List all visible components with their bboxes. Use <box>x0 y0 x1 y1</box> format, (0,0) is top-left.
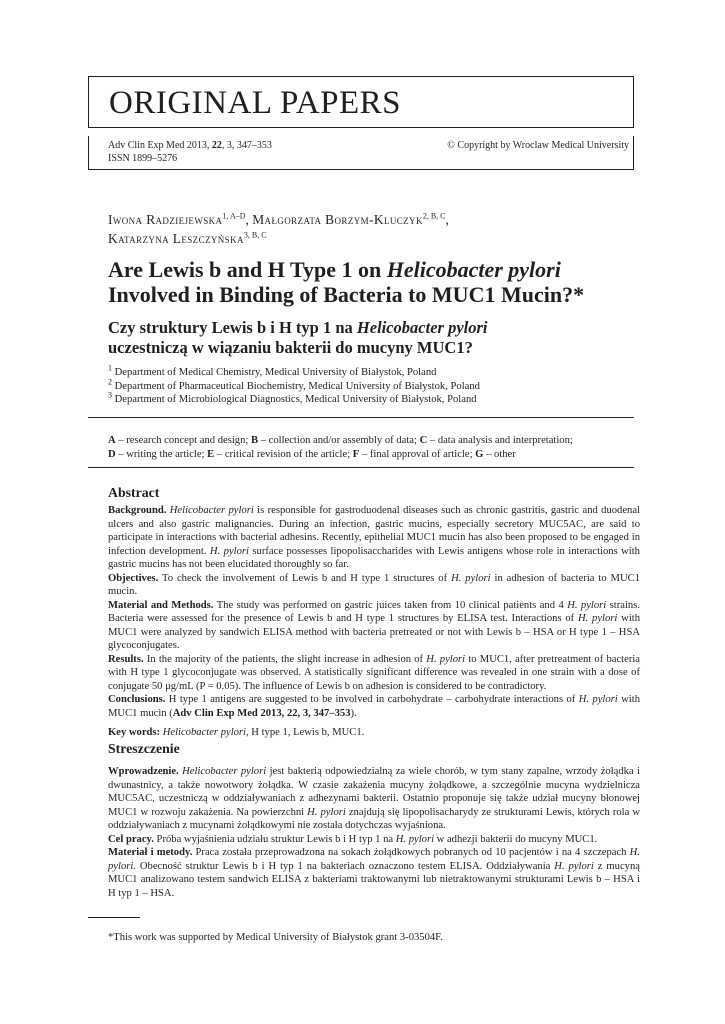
abstract-body <box>108 504 640 740</box>
journal-info-box <box>88 136 634 170</box>
divider <box>88 467 634 468</box>
contribution-legend: A – research concept and design; B – collection and/or assembly of data; C – data analysis and interpretation; D – writing the article; E – critical revision of the article; F – final approval of article; G – other <box>108 435 573 460</box>
journal-volume: 22 <box>211 140 222 151</box>
abstract-conclusions: Conclusions. H type 1 antigens are suggested to be involved in carbohydrate – carbohydrate interactions of H. pylori with MUC1 mucin (Adv Clin Exp Med 2013, 22, 3, 347–353). <box>108 694 640 719</box>
affiliation-item: $^1$ Department of Medical Chemistry, Medical University of Białystok, Poland <box>108 363 437 378</box>
abstract-objectives: Objectives. To check the involvement of Lewis b and H type 1 structures of H. pylori in adhesion of bacteria to MUC1 mucin. <box>108 572 640 597</box>
author-affiliation-sup: 2, B, C <box>422 211 446 221</box>
author-affiliation-sup: 3, B, C <box>243 230 267 240</box>
article-subtitle-polish: Czy struktury Lewis b i H typ 1 na Helicobacter pylori uczestniczą w wiązaniu bakterii do mucyny MUC1? <box>108 318 488 357</box>
article-title: Are Lewis b and H Type 1 on Helicobacter pylori Involved in Binding of Bacteria to MUC1 Mucin?* <box>108 257 585 307</box>
affiliation-item: $^2$ Department of Pharmaceutical Biochemistry, Medical University of Białystok, Poland <box>108 376 480 392</box>
divider <box>88 417 634 418</box>
abstract-background: Background. Helicobacter pylori is responsible for gastroduodenal diseases such as chronic gastritis, gastric and duodenal ulcers and also gastric malignancies. During an infection, gastric mucins, especially secretory MUC5AC, are said to participate in interactions with bacterial adhesins. Recently, epithelial MUC1 mucin has also been proposed to be engaged in infection development. H. pylori surface possesses lipopolisaccharides with Lewis antigens whose role in interactions with gastric mucins has not been elucidated thoroughly so far. <box>108 505 640 570</box>
streszczenie-aim: Cel pracy. Próba wyjaśnienia udziału struktur Lewis b i H typ 1 na H. pylori w adhezji bakterii do mucyny MUC1. <box>108 833 598 845</box>
abstract-heading: Abstract <box>108 485 160 500</box>
copyright-notice: © Copyright by Wroclaw Medical University <box>447 140 629 151</box>
abstract-keywords: Key words: Helicobacter pylori, H type 1, Lewis b, MUC1. <box>108 727 365 738</box>
streszczenie-intro: Wprowadzenie. Helicobacter pylori jest bakterią odpowiedzialną za wiele chorób, w tym stany zapalne, wrzody żołądka i dwunastnicy, a także nowotwory żołądka. W czasie zakażenia mucyny żołądkowe, a szczególnie mucyna wydzielnicza MUC5AC, uczestniczą w oddziaływaniach z adhezynami bakterii. Ostatnio proponuje się także udział mucyny błonowej MUC1 w rozwoju zakażenia. Na powierzchni H. pylori znajdują się lipopolisacharydy ze strukturami Lewis, których rola w oddziaływaniach z mucynami żołądkowymi nie została dotychczas wyjaśniona. <box>108 766 641 831</box>
streszczenie-heading: Streszczenie <box>108 741 180 756</box>
streszczenie-body <box>108 765 640 900</box>
section-title: ORIGINAL PAPERS <box>109 85 402 121</box>
author-name: Iwona Radziejewska <box>108 212 223 227</box>
section-banner <box>88 76 634 128</box>
affiliation-list <box>108 363 628 407</box>
author-name: Małgorzata Borzym-Kluczyk <box>252 212 423 227</box>
affiliation-item: $^3$ Department of Microbiological Diagnostics, Medical University of Białystok, Poland <box>108 390 477 405</box>
author-name: Katarzyna Leszczyńska <box>108 231 244 246</box>
author-affiliation-sup: 1, A–D <box>222 211 246 221</box>
author-list: Iwona Radziejewska$^{1, A-D}$, Małgorzata Borzym-Kluczyk$^{2, B, C}$, Katarzyna Leszczyńska$^{3, B, C}$ <box>108 211 449 246</box>
abstract-results: Results. In the majority of the patients, the slight increase in adhesion of H. pylori to MUC1, after pretreatment of bacteria with H type 1 glycoconjugate was observed. A statistically significant difference was revealed in one strain with a dose of conjugate 50 μg/mL (P = 0.05). The influence of Lewis b on adhesion is considered to be contradictory. <box>108 653 640 692</box>
funding-footnote: *This work was supported by Medical University of Białystok grant 3-03504F. <box>108 932 443 943</box>
journal-issn: ISSN 1899–5276 <box>108 152 178 164</box>
abstract-methods: Material and Methods. The study was performed on gastric juices taken from 10 clinical patients and 4 H. pylori strains. Bacteria were assessed for the presence of Lewis b and H type 1 structures by ELISA test. Interactions of H. pylori with MUC1 were analyzed by sandwich ELISA method with bacteria pretreated or not with Lewis b – HSA or H type 1 – HSA glycoconjugates. <box>108 599 640 651</box>
streszczenie-methods: Materiał i metody. Praca została przeprowadzona na sokach żołądkowych pobranych od 10 pacjentów i na 4 szczepach H. pylori. Obecność struktur Lewis b i H typ 1 na bakteriach oznaczono testem ELISA. Oddziaływania H. pylori z mucyną MUC1 analizowano testem sandwich ELISA z bakteriami traktowanymi lub nietraktowanymi strukturami Lewis b – HSA i H typ 1 – HSA. <box>108 847 640 899</box>
footnote-divider <box>88 917 140 918</box>
journal-citation: Adv Clin Exp Med 2013, 22, 3, 347–353 ISSN 1899–5276 <box>108 140 272 164</box>
